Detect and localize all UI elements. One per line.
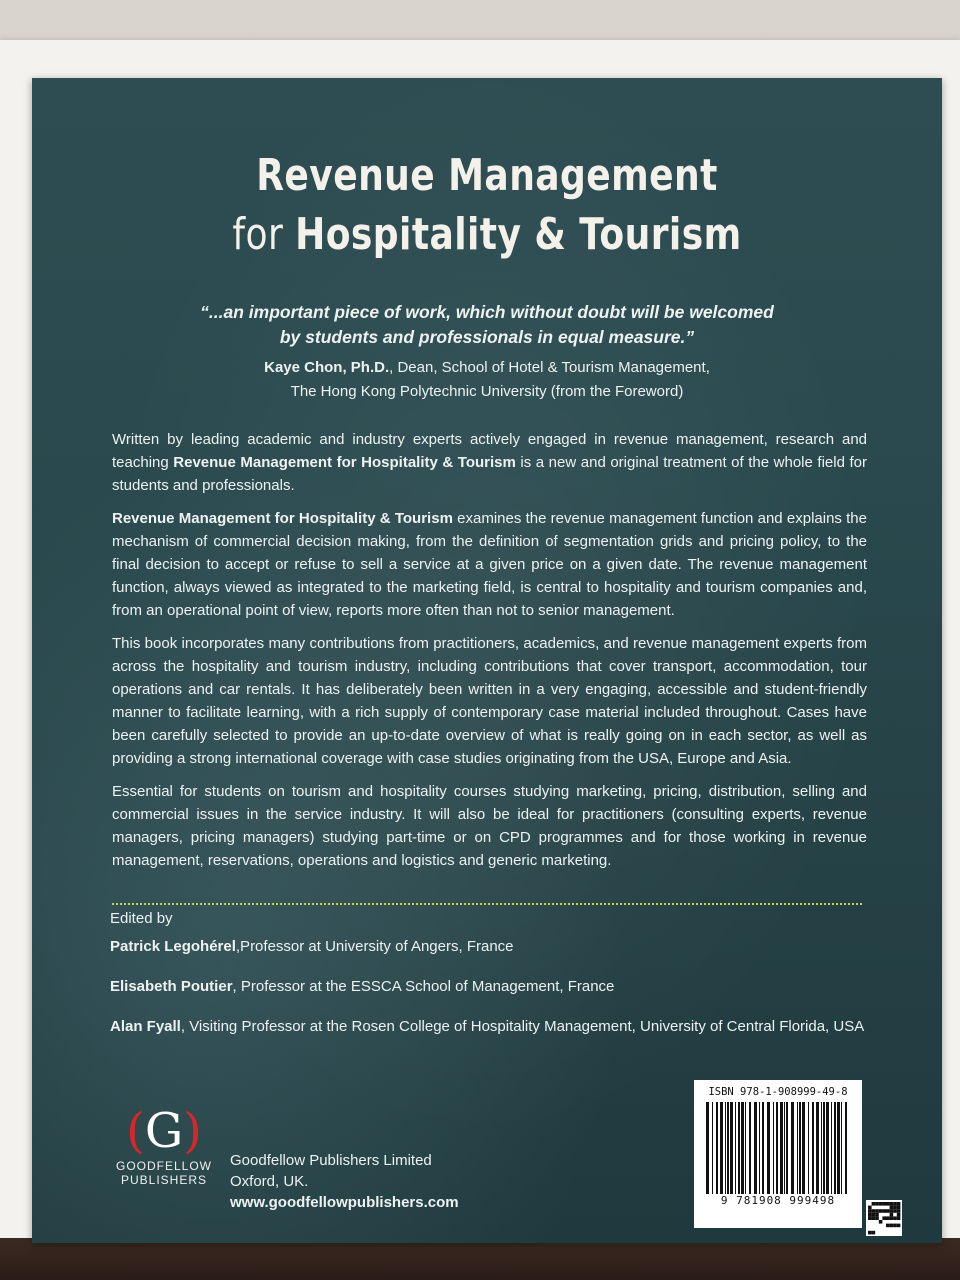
publisher-website: www.goodfellowpublishers.com [230, 1194, 459, 1211]
book-title [32, 148, 942, 266]
quote-line-2: by students and professionals in equal measure.” [279, 327, 695, 347]
quote-line-1: “...an important piece of work, which without doubt will be welcomed [200, 302, 774, 322]
attrib-line-2: The Hong Kong Polytechnic University (from the Foreword) [290, 383, 684, 400]
paragraph-2 [112, 507, 867, 622]
p1-bold: Revenue Management for Hospitality & Tourism [173, 454, 516, 471]
p2-bold: Revenue Management for Hospitality & Tourism [112, 510, 453, 527]
logo-name-2: PUBLISHERS [120, 1173, 208, 1187]
quote-attribution [72, 356, 902, 404]
title-line-1: Revenue Management [256, 150, 718, 201]
editor-1-name: Patrick Legohérel [110, 938, 236, 955]
editor-2-name: Elisabeth Poutier [110, 978, 233, 995]
edited-by-label: Edited by [110, 910, 173, 927]
dotted-divider [112, 903, 862, 905]
p1-text-b: is a new and original treatment of the whole field for students and professionals. [112, 454, 867, 494]
book-back-cover [32, 78, 942, 1243]
editor-2 [110, 976, 910, 998]
paragraph-3: This book incorporates many contributions from practitioners, academics, and revenue management experts from across the hospitality and tourism industry, including contributions that cover transport, accommodation, tour operations and car rentals. It has deliberately been written in a very engaging, accessible and student-friendly manner to facilitate learning, with a rich supply of contemporary case material included throughout. Cases have been carefully selected to provide an up-to-date overview of what is really going on in each sector, as well as providing a strong international coverage with case studies originating from the USA, Europe and Asia. [112, 635, 867, 767]
endorsement-quote [72, 300, 902, 350]
publisher-city: Oxford, UK. [230, 1173, 309, 1190]
editor-2-role: , Professor at the ESSCA School of Management, France [232, 978, 615, 995]
publisher-info [230, 1150, 459, 1213]
isbn-label: ISBN 978-1-908999-49-8 [708, 1086, 848, 1098]
logo-letter: G [144, 1103, 184, 1159]
attrib-name: Kaye Chon, Ph.D. [264, 359, 390, 376]
editors-section [110, 908, 910, 1056]
editor-3-name: Alan Fyall [110, 1018, 181, 1035]
attrib-role: , Dean, School of Hotel & Tourism Management, [389, 359, 710, 376]
paragraph-4: Essential for students on tourism and hospitality courses studying marketing, pricing, distribution, selling and commercial issues in the service industry. It will also be ideal for practitioners (consulting experts, revenue managers, pricing managers) studying part-time or on CPD programmes and for those working in revenue management, reservations, operations and logistics and generic marketing. [112, 783, 867, 869]
isbn-barcode [694, 1080, 862, 1228]
barcode-number: 9 781908 999498 [720, 1194, 836, 1207]
logo-name-1: GOODFELLOW [115, 1159, 212, 1173]
barcode-bars-icon [700, 1102, 856, 1194]
paragraph-1 [112, 428, 867, 497]
publisher-name: Goodfellow Publishers Limited [230, 1152, 432, 1169]
qr-code-icon [866, 1200, 902, 1236]
publisher-logo [114, 1103, 214, 1187]
p2-text: examines the revenue management function and explains the mechanism of commercial decision making, from the definition of segmentation grids and pricing policy, to the final decision to accept or refuse to sell a service at a given price on a given date. The revenue management function, always viewed as integrated to the marketing field, is central to hospitality and tourism companies and, from an operational point of view, reports more often than not to senior management. [112, 510, 867, 619]
description [112, 428, 867, 882]
logo-g-icon: (G) [126, 1103, 202, 1159]
p1-text-a: Written by leading academic and industry experts actively engaged in revenue management, research and teaching [112, 431, 867, 471]
editor-3 [110, 1016, 910, 1038]
title-bold: Hospitality & Tourism [295, 209, 742, 260]
editor-1-role: ,Professor at University of Angers, France [235, 938, 514, 955]
attrib-line-1 [72, 356, 902, 380]
table-surface [0, 1238, 960, 1280]
title-prefix: for [232, 209, 296, 260]
title-line-2 [114, 204, 860, 266]
editor-3-role: , Visiting Professor at the Rosen College of Hospitality Management, University of Central Florida, USA [180, 1018, 865, 1035]
editor-1 [110, 936, 910, 958]
